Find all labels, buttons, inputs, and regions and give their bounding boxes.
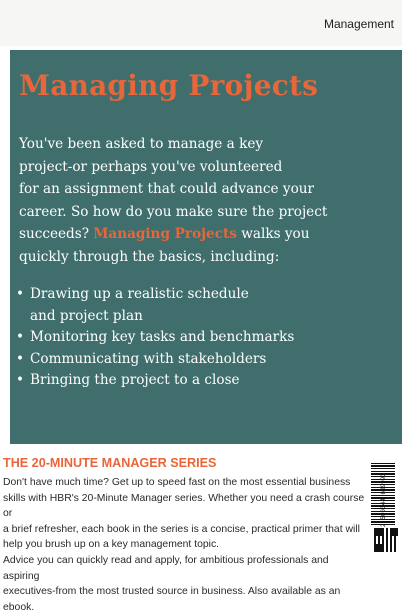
intro-line: project-or perhaps you've volunteered <box>19 158 283 175</box>
list-item: • Drawing up a realistic schedule and project plan <box>16 284 396 327</box>
series-line: help you brush up on a key management topic. <box>3 539 220 551</box>
category-label: Management <box>323 17 394 31</box>
series-section <box>0 444 402 613</box>
series-description <box>3 475 365 615</box>
topics-list <box>16 284 396 392</box>
title-highlight: Managing Projects <box>93 226 237 243</box>
qr-code-icon <box>374 528 398 552</box>
list-item: • Bringing the project to a close <box>16 370 396 392</box>
intro-line: for an assignment that could advance your <box>19 181 315 198</box>
series-line: skills with HBR's 20-Minute Manager series. Whether you need a crash course or <box>3 492 365 520</box>
series-heading: THE 20-MINUTE MANAGER SERIES <box>3 456 217 470</box>
book-title: Managing Projects <box>19 69 319 102</box>
intro-line: career. So how do you make sure the project <box>19 203 328 220</box>
series-line: Advice you can quickly read and apply, for ambitious professionals and aspiring <box>3 554 329 582</box>
intro-line: You've been asked to manage a key <box>19 136 264 152</box>
list-item: • Communicating with stakeholders <box>16 349 396 371</box>
intro-line: succeeds? <box>19 226 90 243</box>
series-line: Don't have much time? Get up to speed fast on the most essential business <box>3 477 351 488</box>
barcode-number: 2 500344 609993 <box>380 472 387 527</box>
intro-line: quickly through the basics, including: <box>19 248 280 265</box>
series-line: a brief refresher, each book in the series is a concise, practical primer that will <box>3 523 360 535</box>
description-panel <box>10 50 402 444</box>
intro-paragraph <box>19 133 397 269</box>
list-item: • Monitoring key tasks and benchmarks <box>16 327 396 349</box>
intro-line: walks you <box>241 226 310 243</box>
series-line: executives-from the most trusted source in business. Also available as an ebook. <box>3 586 341 613</box>
